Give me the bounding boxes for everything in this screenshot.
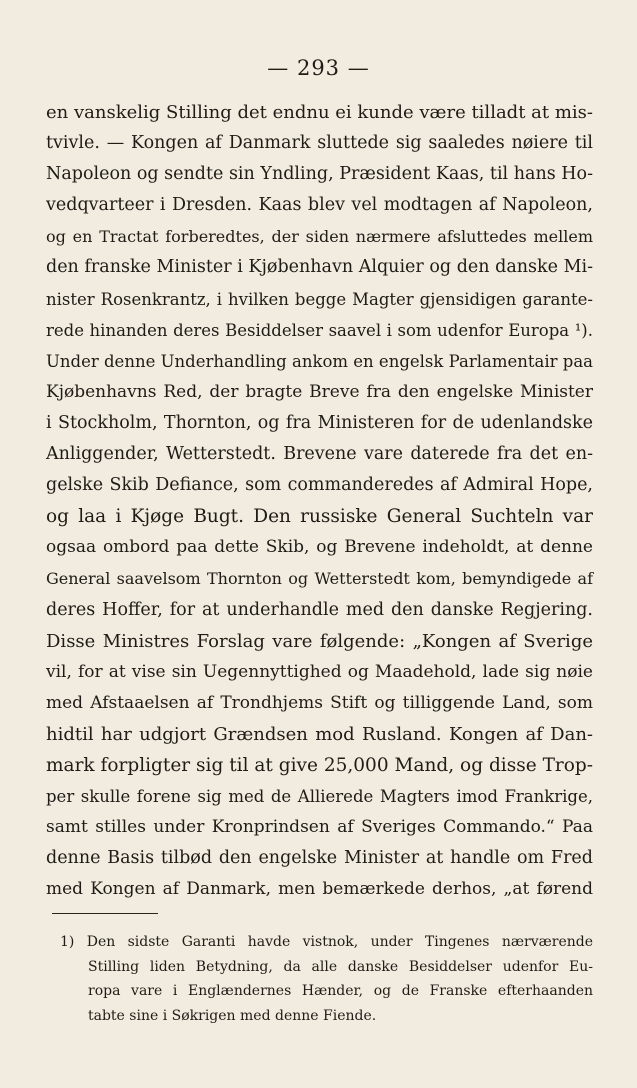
text-line: per skulle forene sig med de Allierede Magters imod Frankrige, [46,787,593,807]
text-line: med Afstaaelsen af Trondhjems Stift og tilliggende Land, som [46,692,593,713]
footnote-line: Stilling liden Betydning, da alle danske Besiddelser udenfor Eu- [88,958,593,975]
text-line: General saavelsom Thornton og Wetterstedt kom, bemyndigede af [46,569,593,589]
text-line: den franske Minister i Kjøbenhavn Alquier og den danske Mi- [46,257,593,278]
text-line: denne Basis tilbød den engelske Minister at handle om Fred [46,848,593,869]
text-line: Kjøbenhavns Red, der bragte Breve fra den engelske Minister [46,381,593,402]
text-line: ogsaa ombord paa dette Skib, og Brevene indeholdt, at denne [46,537,593,558]
text-line: nister Rosenkrantz, i hvilken begge Magter gjensidigen garante- [46,289,593,309]
footnote-line: tabte sine i Søkrigen med denne Fiende. [88,1007,377,1024]
text-line: samt stilles under Kronprindsen af Sveriges Commando.“ Paa [46,817,593,838]
text-line: tvivle. — Kongen af Danmark sluttede sig saaledes nøiere til [46,133,593,154]
text-line: hidtil har udgjort Grændsen mod Rusland. Kongen af Dan- [46,723,593,745]
text-line: i Stockholm, Thornton, og fra Ministeren for de udenlandske [46,412,593,433]
footnote-line: 1) Den sidste Garanti havde vistnok, under Tingenes nærværende [60,934,593,950]
body-text [46,97,593,905]
text-line: gelske Skib Defiance, som commanderedes af Admiral Hope, [46,475,593,496]
text-line: vil, for at vise sin Uegennyttighed og Maadehold, lade sig nøie [46,661,593,682]
text-line: og en Tractat forberedtes, der siden nærmere afsluttedes mellem [46,227,593,247]
text-line: mark forpligter sig til at give 25,000 Mand, og disse Trop- [46,754,593,776]
text-line: Napoleon og sendte sin Yndling, Præsident Kaas, til hans Ho- [46,164,593,185]
text-line: deres Hoffer, for at underhandle med den danske Regjering. [46,599,593,620]
text-line: Anliggender, Wetterstedt. Brevene vare daterede fra det en- [46,444,593,465]
footnote [60,930,593,1028]
text-line: Disse Ministres Forslag vare følgende: „Kongen af Sverige [46,630,593,652]
footnote-line: ropa vare i Englændernes Hænder, og de Franske efterhaanden [88,983,593,999]
footnote-divider [52,913,158,914]
text-line: en vanskelig Stilling det endnu ei kunde være tilladt at mis- [46,102,593,123]
text-line: Under denne Underhandling ankom en engelsk Parlamentair paa [46,351,593,371]
page-number: — 293 — [267,56,370,80]
text-line: og laa i Kjøge Bugt. Den russiske General Suchteln var [46,506,593,528]
text-line: vedqvarteer i Dresden. Kaas blev vel modtagen af Napoleon, [46,195,593,216]
text-line: med Kongen af Danmark, men bemærkede derhos, „at førend [46,879,593,900]
text-line: rede hinanden deres Besiddelser saavel i som udenfor Europa ¹). [46,320,593,340]
